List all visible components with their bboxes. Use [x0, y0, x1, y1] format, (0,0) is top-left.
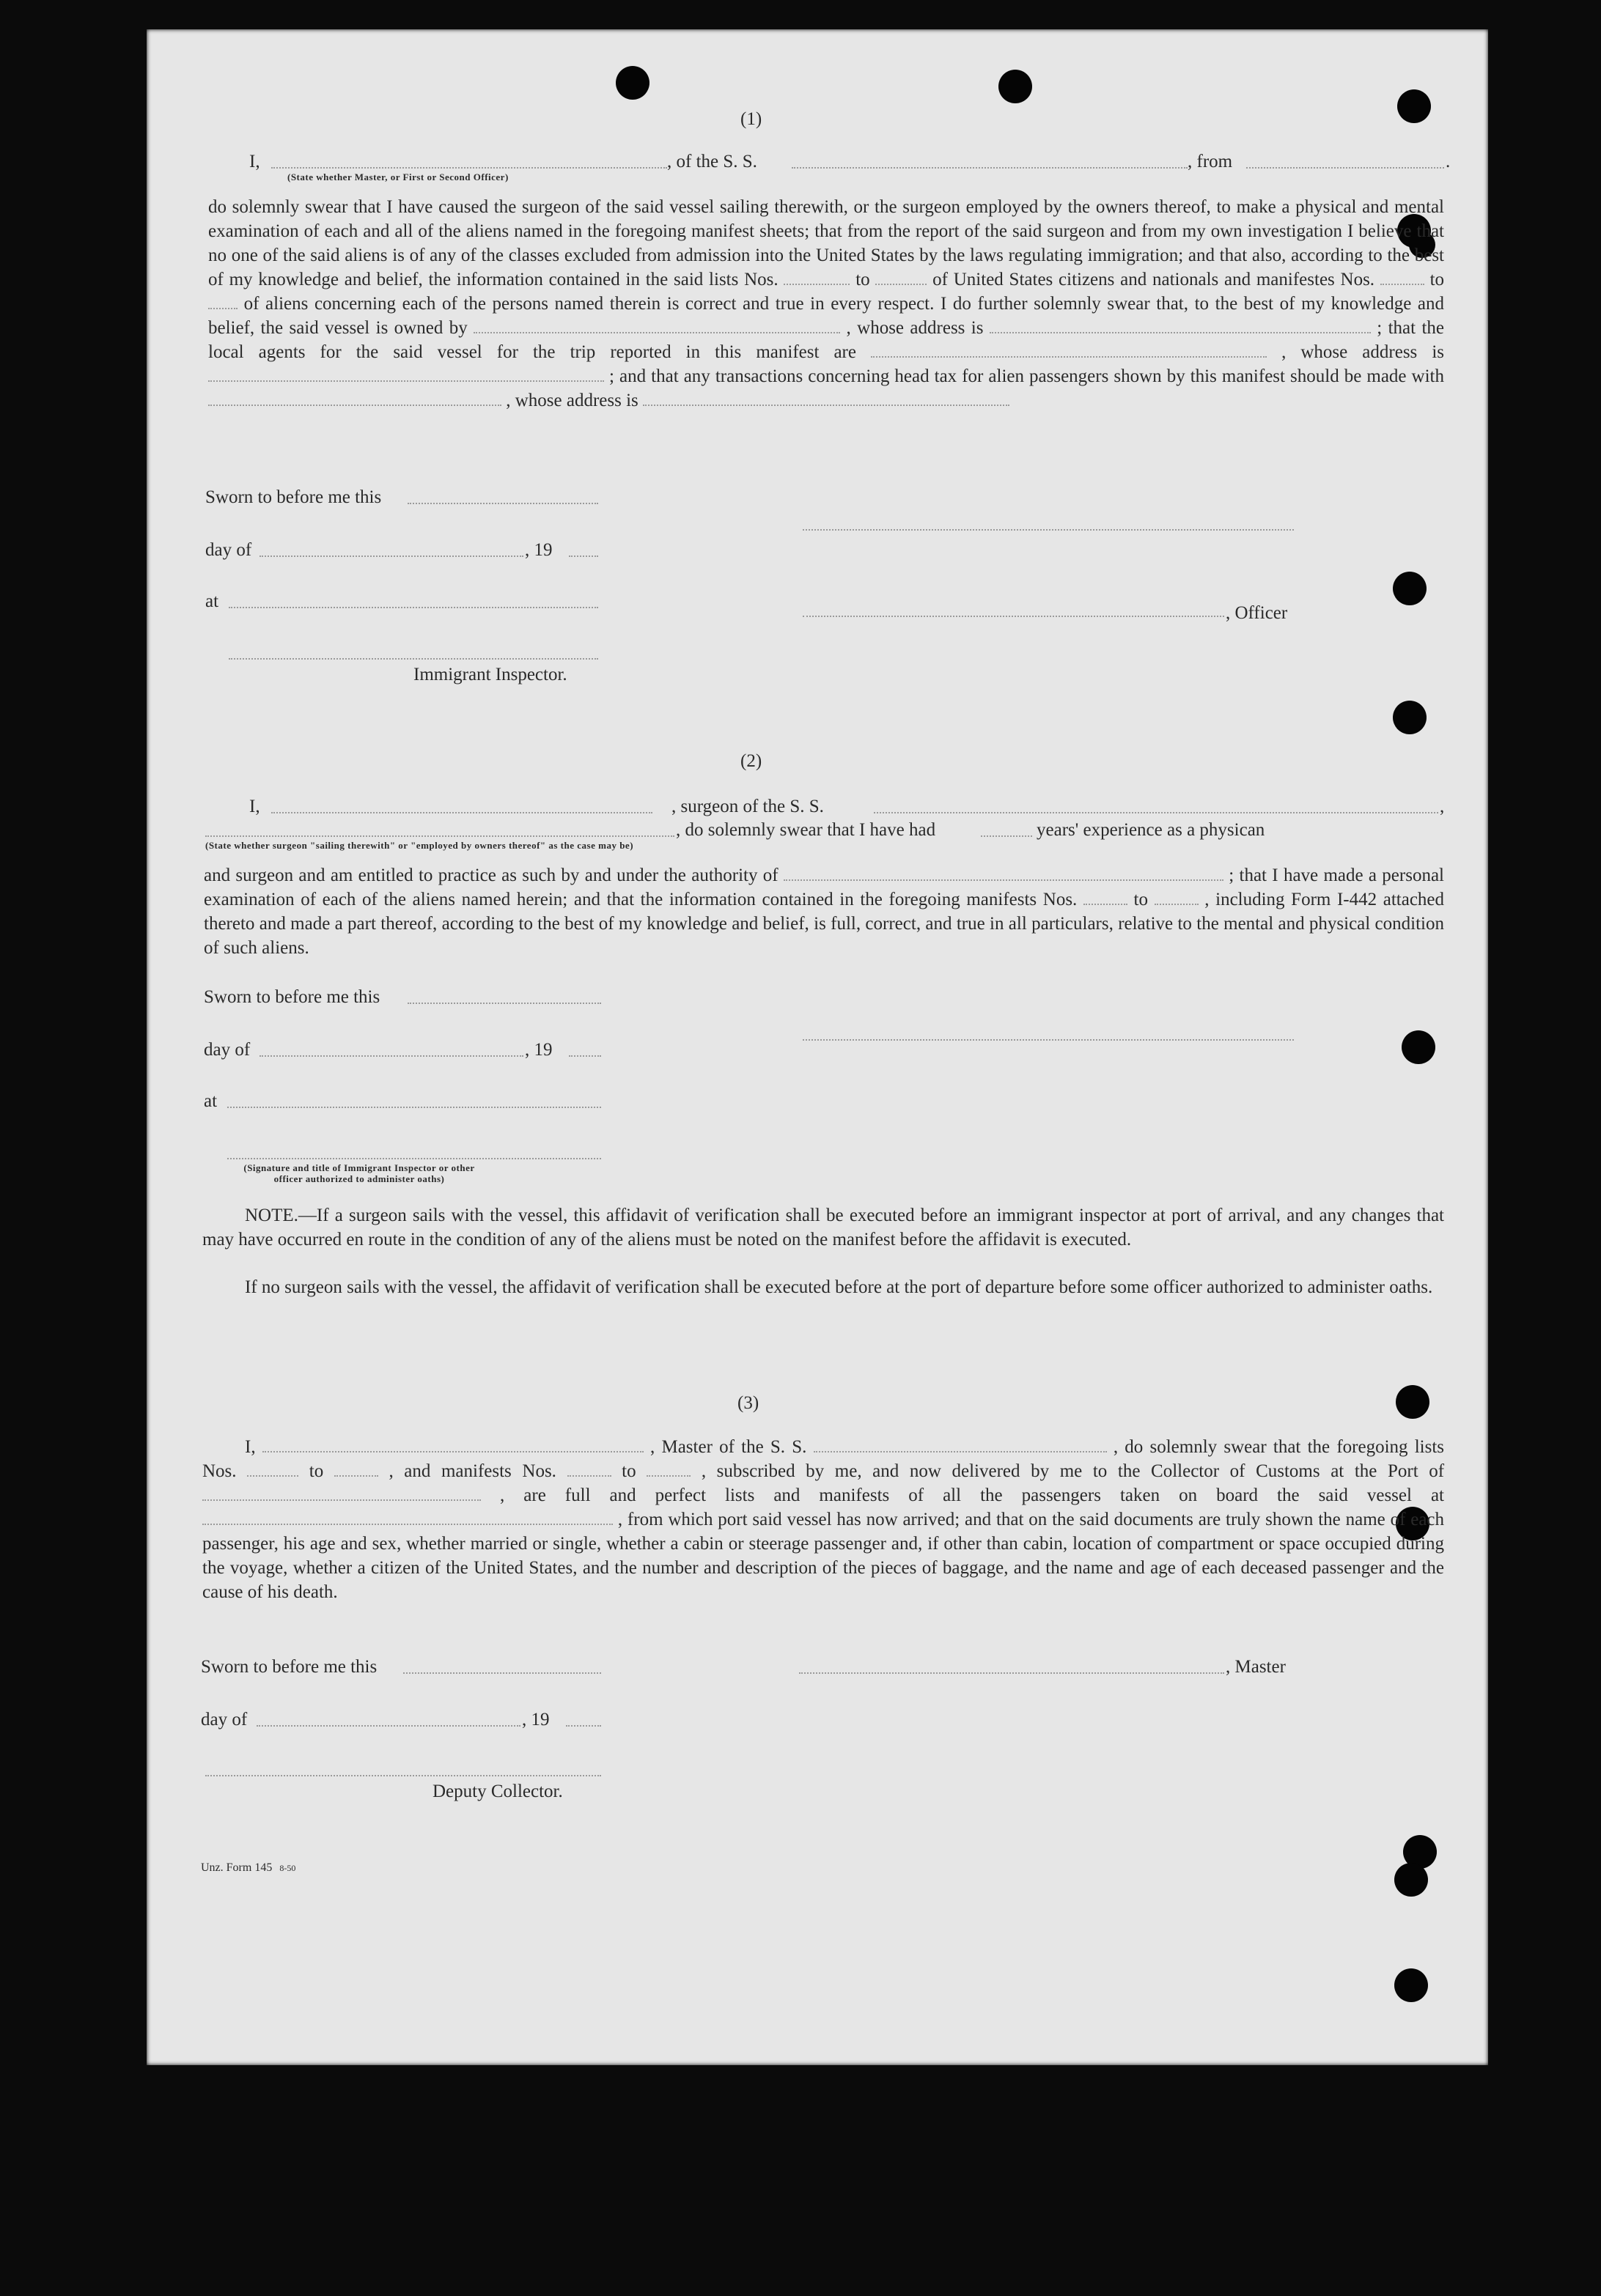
line1-label: , of the S. S. [667, 152, 757, 171]
day-of-label: day of [205, 540, 252, 560]
deputy-label: Deputy Collector. [433, 1782, 563, 1801]
line2-label: , do solemnly swear that I have had [676, 820, 936, 840]
body-text: do solemnly swear that I have caused the surgeon of the said vessel sailing therewith, or the surgeon employed by the owners thereof, to make a physical and mental examination of each and all of the aliens named in the foregoing manifest sheets; that from the report of the said surgeon and from my own investigation I believe that no one of the said aliens is of any of the classes excluded from admission into the United States by the laws regulating immigration; and that also, according to the best of my knowledge and belief, the information contained in the said lists Nos. [208, 197, 1444, 289]
line2-label: years' experience as a physican [1037, 820, 1265, 840]
body-text: of aliens concerning each of the persons named therein is correct and true in every respect. I do further solemnly swear that, to the best of my knowledge and belief, the said vessel is owned by [208, 294, 1445, 338]
body-text: , do solemnly swear that the foregoing lists Nos. [202, 1437, 1445, 1481]
owner-address-field[interactable] [990, 319, 1371, 333]
year-field[interactable] [569, 555, 598, 557]
section-number: (1) [740, 109, 762, 129]
punch-hole [998, 70, 1032, 103]
list-to-field[interactable] [334, 1462, 378, 1477]
body-text: of United States citizens and nationals and manifestes Nos. [932, 270, 1375, 289]
manifest-from-field[interactable] [1083, 890, 1127, 905]
body-text: ; that the local agents for the said vessel for the trip reported in this manifest are [208, 318, 1445, 362]
list-to-field[interactable] [875, 270, 927, 285]
note-paragraph: NOTE.—If a surgeon sails with the vessel, this affidavit of verification shall be executed before an immigrant inspector at port of arrival, and any changes that may have occurred en route in the condition of any of the aliens must be noted on the manifest before the affidavit is executed. [202, 1206, 1444, 1249]
officer-name-field[interactable] [271, 167, 667, 169]
vessel-name-field[interactable] [874, 812, 1438, 813]
authority-field[interactable] [784, 866, 1223, 881]
manifest-to-field[interactable] [1155, 890, 1199, 905]
vessel-name-field[interactable] [814, 1438, 1107, 1452]
sworn-day-field[interactable] [408, 503, 598, 504]
day-of-field[interactable] [260, 555, 523, 557]
section3-body [202, 1435, 1444, 1604]
line1-label: I, [249, 152, 260, 171]
master-name-field[interactable] [262, 1438, 644, 1452]
section1-body [208, 195, 1444, 413]
body-text: , and manifests Nos. [389, 1461, 556, 1481]
body-text: ; that I have made a personal examination of each of the aliens named herein; and that the information contained in the foregoing manifests Nos. [204, 865, 1444, 909]
body-text: to [622, 1461, 636, 1481]
master-signature-field[interactable] [799, 1672, 1224, 1674]
form-suffix: 8-50 [279, 1863, 296, 1873]
embark-port-field[interactable] [202, 1510, 613, 1525]
sworn-label: Sworn to before me this [205, 487, 382, 507]
year-label: , 19 [525, 1040, 553, 1060]
master-label: , Master [1226, 1657, 1286, 1677]
signature-caption: officer authorized to administer oaths) [273, 1173, 445, 1184]
inspector-label: Immigrant Inspector. [413, 665, 567, 684]
at-label: at [205, 591, 219, 611]
inspector-signature-field[interactable] [229, 658, 598, 660]
punch-hole [616, 66, 649, 100]
list-from-field[interactable] [784, 270, 850, 285]
agents-address-field[interactable] [208, 367, 604, 382]
line1-label: I, [249, 797, 260, 816]
body-text: , subscribed by me, and now delivered by me to the Collector of Customs at the Port of [701, 1461, 1445, 1481]
sworn-label: Sworn to before me this [204, 987, 380, 1007]
body-text: to [855, 270, 870, 289]
signature-line[interactable] [803, 529, 1294, 531]
punch-hole [1396, 1385, 1429, 1419]
body-text: , Master of the S. S. [650, 1437, 807, 1457]
line1-label: , surgeon of the S. S. [671, 797, 824, 816]
section2-body [204, 863, 1444, 960]
body-text: I, [245, 1437, 256, 1457]
sworn-day-field[interactable] [408, 1003, 601, 1004]
sworn-day-field[interactable] [403, 1672, 601, 1674]
manifest-from-field[interactable] [1380, 270, 1424, 285]
section-number: (3) [737, 1393, 759, 1413]
vessel-name-field[interactable] [792, 167, 1188, 169]
body-text: ; and that any transactions concerning head tax for alien passengers shown by this manifest should be made with [609, 366, 1444, 386]
at-label: at [204, 1091, 218, 1111]
body-text: to [309, 1461, 324, 1481]
port-field[interactable] [202, 1486, 481, 1501]
surgeon-status-field[interactable] [205, 835, 674, 837]
punch-hole [1394, 1863, 1428, 1897]
agents-field[interactable] [871, 343, 1267, 358]
punch-hole [1393, 701, 1427, 734]
list-from-field[interactable] [247, 1462, 298, 1477]
year-field[interactable] [569, 1055, 601, 1057]
punch-hole [1394, 1968, 1428, 2002]
owner-field[interactable] [474, 319, 840, 333]
day-of-label: day of [204, 1040, 251, 1060]
punch-hole [1402, 1030, 1435, 1064]
note-paragraph: If no surgeon sails with the vessel, the affidavit of verification shall be executed before at the port of departure before some officer authorized to administer oaths. [245, 1277, 1433, 1297]
year-label: , 19 [525, 540, 553, 560]
body-text: , whose address is [506, 391, 638, 410]
manifest-from-field[interactable] [567, 1462, 611, 1477]
body-text: , are full and perfect lists and manifests of all the passengers taken on board the said vessel at [500, 1485, 1445, 1505]
head-tax-address-field[interactable] [643, 391, 1009, 406]
punch-hole [1397, 89, 1431, 123]
punch-hole [1393, 572, 1427, 605]
body-text: , including Form I-442 attached thereto and made a part thereof, according to the best of my knowledge and belief, is full, correct, and true in all particulars, relative to the mental and physical condition of such aliens. [204, 890, 1445, 958]
day-of-label: day of [201, 1710, 248, 1730]
body-text: , whose address is [1281, 342, 1444, 362]
manifest-to-field[interactable] [208, 295, 238, 309]
officer-signature-field[interactable] [803, 616, 1224, 617]
section-number: (2) [740, 751, 762, 771]
day-of-field[interactable] [260, 1055, 523, 1057]
line1-label: , [1440, 797, 1445, 816]
body-text: and surgeon and am entitled to practice as such by and under the authority of [204, 865, 779, 885]
form-number: Unz. Form 145 [201, 1861, 273, 1874]
year-field[interactable] [566, 1725, 601, 1727]
at-field[interactable] [227, 1107, 601, 1108]
years-field[interactable] [981, 835, 1032, 837]
line1-label: . [1446, 152, 1451, 171]
body-text: , from which port said vessel has now arrived; and that on the said documents are truly shown the name of each passenger, his age and sex, whether married or single, whether a cabin or steerage passenger and, if other than cabin, location of compartment or space occupied during the voyage, whether a citizen of the United States, and the number and description of the pieces of baggage, and the name and age of each deceased passenger and the cause of his death. [202, 1510, 1445, 1602]
year-label: , 19 [522, 1710, 550, 1730]
form-id [201, 1856, 295, 1880]
from-port-field[interactable] [1246, 167, 1444, 169]
inspector-signature-field[interactable] [227, 1158, 601, 1159]
form-page [147, 29, 1488, 2065]
signature-line[interactable] [803, 1039, 1294, 1041]
body-text: , whose address is [846, 318, 984, 338]
sworn-label: Sworn to before me this [201, 1657, 378, 1677]
body-text: to [1133, 890, 1148, 909]
officer-caption: (State whether Master, or First or Second Officer) [287, 171, 509, 182]
line1-label: , from [1188, 152, 1233, 171]
at-field[interactable] [229, 607, 598, 608]
day-of-field[interactable] [257, 1725, 520, 1727]
manifest-to-field[interactable] [647, 1462, 691, 1477]
signature-caption: (Signature and title of Immigrant Inspector or other [243, 1162, 475, 1173]
surgeon-caption: (State whether surgeon "sailing therewith" or "employed by owners thereof" as the case may be) [205, 840, 634, 851]
head-tax-contact-field[interactable] [208, 391, 501, 406]
deputy-signature-field[interactable] [205, 1775, 601, 1776]
surgeon-name-field[interactable] [271, 812, 652, 813]
body-text: to [1429, 270, 1445, 289]
officer-label: , Officer [1226, 603, 1288, 623]
